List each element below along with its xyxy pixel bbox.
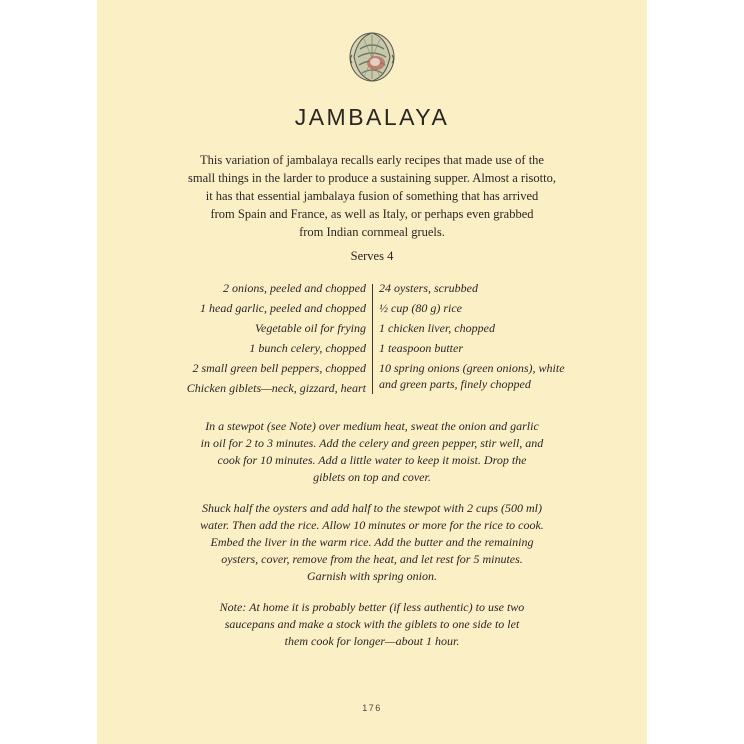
intro-line: it has that essential jambalaya fusion of something that has arrived bbox=[205, 189, 539, 203]
ingredient-item: ½ cup (80 g) rice bbox=[379, 301, 462, 315]
recipe-title: JAMBALAYA bbox=[294, 104, 450, 130]
page-number: 176 bbox=[362, 703, 382, 713]
ingredients-right-column bbox=[379, 280, 579, 392]
method-step-1 bbox=[157, 418, 587, 486]
intro-line: from Spain and France, as well as Italy, or perhaps even grabbed bbox=[210, 207, 534, 221]
ingredient-item: 1 head garlic, peeled and chopped bbox=[200, 301, 366, 315]
ingredients-divider bbox=[372, 284, 373, 394]
note-line: them cook for longer—about 1 hour. bbox=[284, 634, 460, 648]
ingredient-item: 1 bunch celery, chopped bbox=[249, 341, 366, 355]
intro-line: from Indian cornmeal gruels. bbox=[299, 225, 445, 239]
method-line: In a stewpot (see Note) over medium heat, sweat the onion and garlic bbox=[205, 419, 539, 433]
method-line: water. Then add the rice. Allow 10 minutes or more for the rice to cook. bbox=[200, 518, 544, 532]
recipe-note bbox=[157, 599, 587, 650]
intro-line: small things in the larder to produce a sustaining supper. Almost a risotto, bbox=[187, 171, 556, 185]
note-line: Note: At home it is probably better (if less authentic) to use two bbox=[219, 600, 525, 614]
ingredient-item: 24 oysters, scrubbed bbox=[379, 281, 478, 295]
intro-paragraph bbox=[167, 151, 577, 241]
method-line: Garnish with spring onion. bbox=[306, 569, 438, 583]
method-line: Shuck half the oysters and add half to the stewpot with 2 cups (500 ml) bbox=[202, 501, 542, 515]
method-line: oysters, cover, remove from the heat, and let rest for 5 minutes. bbox=[221, 552, 523, 566]
method-line: cook for 10 minutes. Add a little water to keep it moist. Drop the bbox=[217, 453, 527, 467]
method-step-2 bbox=[157, 500, 587, 585]
ingredient-item: 10 spring onions (green onions), white and green parts, finely chopped bbox=[379, 361, 565, 391]
ingredients-left-column bbox=[96, 280, 366, 400]
method-line: in oil for 2 to 3 minutes. Add the celery and green pepper, stir well, and bbox=[200, 436, 544, 450]
ingredient-item: 2 small green bell peppers, chopped bbox=[192, 361, 366, 375]
book-page bbox=[97, 0, 647, 744]
serves-label: Serves 4 bbox=[350, 249, 394, 263]
ingredient-item: Vegetable oil for frying bbox=[255, 321, 366, 335]
ingredient-item: 2 onions, peeled and chopped bbox=[223, 281, 366, 295]
note-line: saucepans and make a stock with the giblets to one side to let bbox=[224, 617, 520, 631]
intro-line: This variation of jambalaya recalls early recipes that made use of the bbox=[200, 153, 544, 167]
ingredient-item: Chicken giblets—neck, gizzard, heart bbox=[186, 381, 366, 395]
oyster-shell-icon bbox=[346, 27, 398, 83]
method-line: giblets on top and cover. bbox=[313, 470, 431, 484]
method-line: Embed the liver in the warm rice. Add the butter and the remaining bbox=[210, 535, 534, 549]
ingredient-item: 1 teaspoon butter bbox=[379, 341, 463, 355]
ingredient-item: 1 chicken liver, chopped bbox=[379, 321, 495, 335]
